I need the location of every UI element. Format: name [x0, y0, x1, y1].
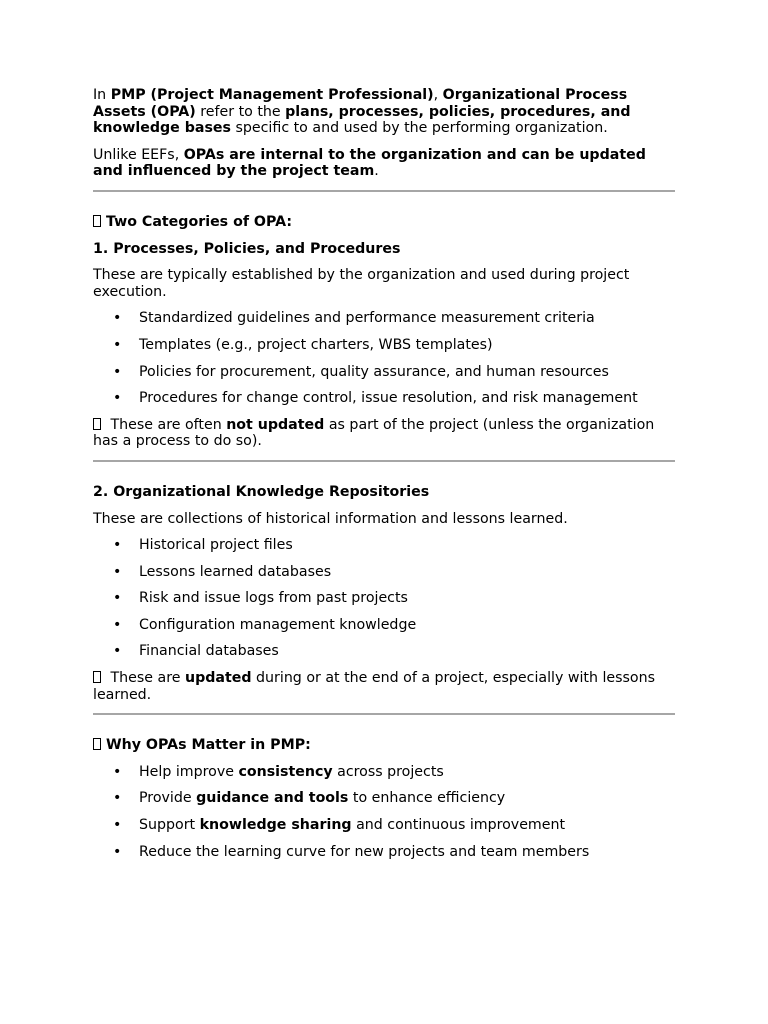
list-item — [93, 590, 675, 607]
eef-paragraph — [93, 147, 675, 180]
bullet: • — [113, 363, 122, 380]
processes-heading — [93, 241, 675, 258]
intro-text: , — [433, 87, 443, 103]
bullet: • — [113, 310, 122, 327]
processes-heading-text: 1. Processes, Policies, and Procedures — [93, 240, 401, 257]
repositories-list — [93, 537, 675, 660]
note-text: These are — [106, 670, 185, 687]
list-item-text: and continuous improvement — [351, 817, 566, 834]
why-list — [93, 764, 675, 860]
processes-note — [93, 417, 675, 450]
list-item-text: to enhance efficiency — [348, 790, 506, 807]
list-item — [93, 764, 675, 781]
list-item — [93, 844, 675, 861]
bullet: • — [113, 843, 122, 860]
intro-text: In — [93, 87, 111, 103]
list-item-bold: guidance and tools — [196, 790, 349, 807]
list-item — [93, 643, 675, 660]
eef-text: . — [374, 163, 379, 180]
intro-text: refer to the — [195, 103, 286, 120]
emoji-box-icon — [93, 418, 101, 430]
processes-list — [93, 310, 675, 406]
bullet: • — [113, 790, 122, 807]
section-divider — [93, 190, 675, 192]
bullet: • — [113, 763, 122, 780]
list-item-text: Templates (e.g., project charters, WBS templates) — [139, 336, 493, 353]
list-item-text: Policies for procurement, quality assurance, and human resources — [139, 363, 609, 380]
list-item-text: Help improve — [139, 763, 239, 780]
emoji-box-icon — [93, 671, 101, 683]
eef-text: Unlike EEFs, — [93, 146, 184, 163]
repositories-heading-text: 2. Organizational Knowledge Repositories — [93, 483, 430, 500]
note-text: These are often — [106, 416, 227, 433]
intro-bold-opa: Organizational Process Assets (OPA) — [93, 87, 628, 120]
categories-heading-text: Two Categories of OPA: — [106, 213, 293, 230]
list-item-text: Configuration management knowledge — [139, 616, 417, 633]
bullet: • — [113, 590, 122, 607]
intro-bold-pmp: PMP (Project Management Professional) — [110, 87, 434, 103]
eef-bold: OPAs are internal to the organization and can be updated and influenced by the project team — [93, 146, 646, 180]
document-body — [93, 87, 675, 870]
list-item-text: Lessons learned databases — [139, 563, 332, 580]
list-item-text: Provide — [139, 790, 197, 807]
bullet: • — [113, 390, 122, 407]
bullet: • — [113, 616, 122, 633]
list-item — [93, 337, 675, 354]
why-heading-text: Why OPAs Matter in PMP: — [106, 737, 311, 754]
list-item — [93, 817, 675, 834]
list-item — [93, 390, 675, 407]
list-item-text: Historical project files — [139, 537, 293, 554]
list-item — [93, 310, 675, 327]
why-heading — [93, 737, 675, 754]
note-text: as part of the project (unless the organization has a process to do so). — [93, 416, 655, 450]
bullet: • — [113, 537, 122, 554]
intro-bold-plans: plans, processes, policies, procedures, and knowledge bases — [93, 103, 631, 137]
section-divider — [93, 460, 675, 462]
intro-paragraph — [93, 87, 675, 137]
repositories-heading — [93, 484, 675, 501]
list-item — [93, 564, 675, 581]
list-item-text: Support — [139, 817, 200, 834]
list-item-bold: consistency — [238, 763, 333, 780]
list-item — [93, 617, 675, 634]
list-item — [93, 537, 675, 554]
note-bold: updated — [184, 670, 252, 687]
list-item-bold: knowledge sharing — [199, 817, 352, 834]
list-item-text: across projects — [332, 763, 444, 780]
note-bold: not updated — [226, 416, 325, 433]
list-item-text: Financial databases — [139, 643, 279, 660]
emoji-box-icon — [93, 215, 101, 227]
list-item-text: Reduce the learning curve for new projects and team members — [139, 843, 590, 860]
section-divider — [93, 713, 675, 715]
list-item — [93, 790, 675, 807]
emoji-box-icon — [93, 738, 101, 750]
list-item-text: Standardized guidelines and performance measurement criteria — [139, 310, 595, 327]
bullet: • — [113, 643, 122, 660]
bullet: • — [113, 563, 122, 580]
processes-description: These are typically established by the organization and used during project execution. — [93, 267, 630, 300]
repositories-note — [93, 670, 675, 703]
list-item — [93, 364, 675, 381]
list-item-text: Risk and issue logs from past projects — [139, 590, 408, 607]
intro-text: specific to and used by the performing organization. — [231, 120, 608, 137]
list-item-text: Procedures for change control, issue resolution, and risk management — [139, 390, 638, 407]
repositories-description: These are collections of historical information and lessons learned. — [93, 510, 568, 527]
categories-heading — [93, 214, 675, 231]
bullet: • — [113, 817, 122, 834]
note-text: during or at the end of a project, especially with lessons learned. — [93, 670, 655, 703]
bullet: • — [113, 336, 122, 353]
